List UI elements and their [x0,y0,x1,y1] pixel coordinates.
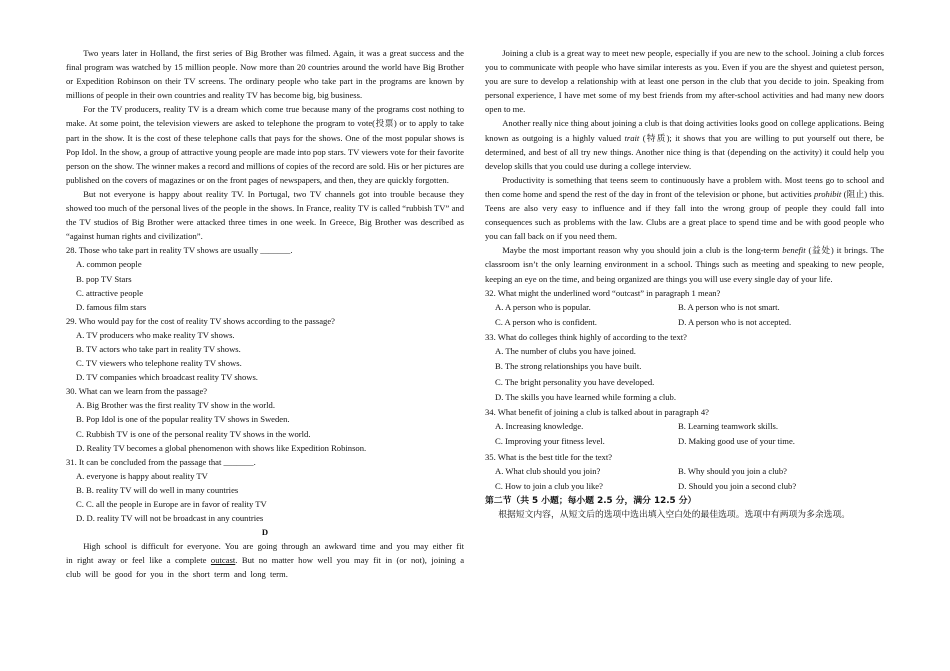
option-row [485,464,884,479]
text-run: Maybe the most important reason why you should join a club is the long-term [502,245,783,256]
option: A. A person who is popular. [495,301,591,312]
italic-word: benefit [782,245,806,256]
question-33: 33. What do colleges think highly of according to the text? [485,332,687,343]
question-32: 32. What might the underlined word “outcast” in paragraph 1 mean? [485,287,721,298]
text-run: Another really nice thing about joining a club is that doing activities looks good on college applications. Being known as outgoing is a highly valued [485,118,884,143]
option: D. Should you join a second club? [678,480,797,491]
paragraph: For the TV producers, reality TV is a dream which come true because many of the programs cost nothing to make. At some point, the television viewers are asked to telephone the program to vote(投票) or to apply to take part in the show. It is the cost of these telephone calls that pays for the shows. One of the most popular shows is Pop Idol. In the show, a group of attractive young people are made into pop stars. TV viewers vote for their favorite person on the show. The winner makes a record and millions of copies of the record are sold. His or her pictures are published on the covers of magazines or on the front pages of newspapers, and then, they are quickly forgotten. [66,104,464,185]
option: C. How to join a club you like? [495,480,603,491]
text-run: (阻止) this. Teens are also very easy to influence and if they fall into the wrong group of people they could fall into consequences such as problems with the law. Clubs are a great place to spend time and be with good people who you can fall back on if you need them. [485,188,884,242]
option: B. Why should you join a club? [678,465,787,476]
question-28: 28. Those who take part in reality TV shows are usually _______. [66,245,293,256]
option: B. Learning teamwork skills. [678,421,779,432]
question-31: 31. It can be concluded from the passage that _______. [66,456,256,467]
option: C. The bright personality you have developed. [495,376,655,387]
option: D. D. reality TV will not be broadcast in any countries [76,513,264,524]
section-2-instructions: 根据短文内容，从短文后的选项中选出填入空白处的最佳选项。选项中有两项为多余选项。 [498,510,851,521]
option: D. Reality TV becomes a global phenomenon with shows like Expedition Robinson. [76,442,367,453]
option: A. Big Brother was the first reality TV show in the world. [76,400,275,411]
option: C. A person who is confident. [495,316,597,327]
paragraph: But not everyone is happy about reality TV. In Portugal, two TV channels got into trouble because they showed too much of the personal lives of the people in the shows. In France, reality TV is called “rubbish TV” and the TV studios of Big Brother were attacked three times in one week. In Greece, Big Brother was described as “against human rights and civilization”. [66,188,464,242]
option: A. common people [76,259,142,270]
option: A. Increasing knowledge. [495,421,584,432]
option: A. What club should you join? [495,465,601,476]
text-run: (益处) it brings. The classroom isn’t the only learning environment in a school. Things such as meeting and speaking to new people, keeping an eye on the time, and being organized are things you will use every single day of your life. [485,245,884,284]
option: C. Improving your fitness level. [495,436,605,447]
text-run: . But no matter how well you may fit in (or not), joining a club will be good for you in the short term and long term. [66,555,465,580]
option: B. TV actors who take part in reality TV shows. [76,343,241,354]
option: A. everyone is happy about reality TV [76,470,208,481]
right-column [485,46,884,522]
option: D. Making good use of your time. [678,436,795,447]
option: B. pop TV Stars [76,273,132,284]
option: C. C. all the people in Europe are in favor of reality TV [76,499,267,509]
option-row [485,315,884,330]
option: C. Rubbish TV is one of the personal reality TV shows in the world. [76,428,311,439]
question-34: 34. What benefit of joining a club is talked about in paragraph 4? [485,407,709,417]
option: B. The strong relationships you have built. [495,361,642,372]
text-run: Productivity is something that teens seem to continuously have a problem with. Most teens go to school and then come home and spend the rest of the day in front of the television or phone, but activities [485,174,884,199]
question-35: 35. What is the best title for the text? [485,451,613,462]
option-row [485,300,884,315]
left-column [66,46,464,582]
option: D. The skills you have learned while forming a club. [495,391,676,402]
option-row [485,419,884,434]
text-run: (特质); it shows that you are willing to put yourself out there, be determined, and best of all try new things. Another nice thing is that (depending on the activity) it could help you develop skills that you could use during a college interview. [485,132,884,171]
paragraph [485,173,884,243]
paragraph: Two years later in Holland, the first series of Big Brother was filmed. Again, it was a great success and the final program was watched by 15 million people. Now more than 20 countries around the world have Big Brother or Expedition Robinson on their TV screens. The ordinary people who take part in the programs are known by millions of people in their own countries and reality TV has become big, big business. [66,48,464,101]
italic-word: prohibit [813,188,842,199]
option: A. The number of clubs you have joined. [495,346,636,357]
option: B. B. reality TV will do well in many countries [76,484,239,495]
paragraph [485,243,884,285]
option: A. TV producers who make reality TV shows. [76,329,235,340]
section-d-heading: D [261,527,269,538]
paragraph: Joining a club is a great way to meet new people, especially if you are new to the school. Joining a club forces you to communicate with people who have similar interests as you. Even if you are the shyest and quietest person, you are sure to develop a relationship with at least one person in the club that you decide to join. Speaking from personal experience, I have met some of my best friends from my after-school activities and had many new doors open to me. [485,48,884,115]
question-30: 30. What can we learn from the passage? [66,386,208,397]
option-row [485,434,884,449]
option: C. TV viewers who telephone reality TV shows. [76,358,242,369]
option-row [485,479,884,494]
section-2-heading: 第二节（共 5 小题；每小题 2.5 分，满分 12.5 分） [485,496,697,506]
underlined-word-outcast: outcast [210,555,236,566]
question-29: 29. Who would pay for the cost of reality TV shows according to the passage? [66,315,335,326]
option: C. attractive people [76,287,144,298]
paragraph [66,539,464,581]
text-run: High school is difficult for everyone. You are going through an awkward time and you may either fit in right away or feel like a complete [66,541,464,566]
option: B. A person who is not smart. [678,301,780,312]
option: D. A person who is not accepted. [678,316,792,327]
paragraph [485,116,884,172]
italic-word: trait [624,132,640,143]
option: B. Pop Idol is one of the popular reality TV shows in Sweden. [76,414,290,425]
option: D. famous film stars [76,301,147,312]
option: D. TV companies which broadcast reality TV shows. [76,372,258,383]
